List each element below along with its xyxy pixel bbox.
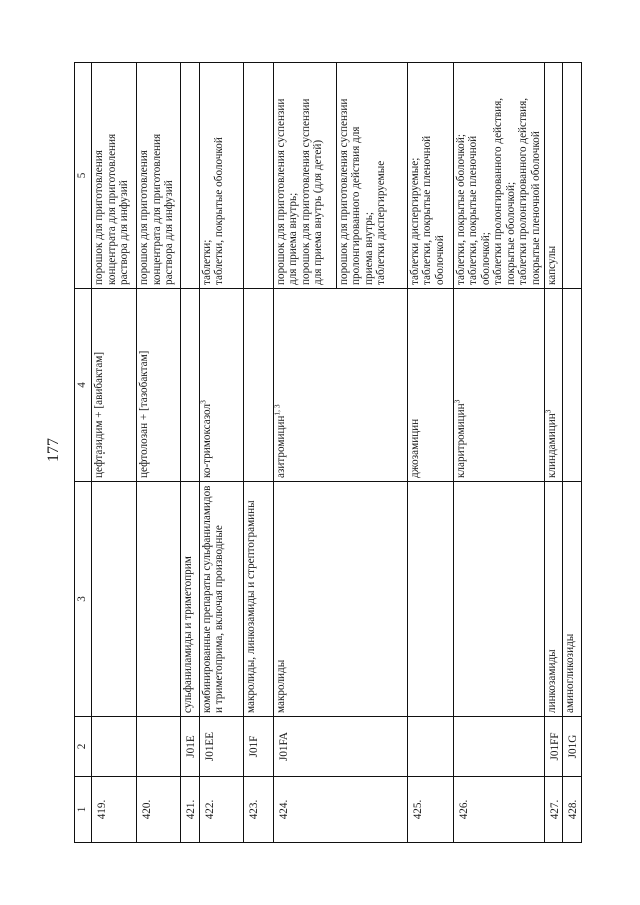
table-row — [199, 63, 243, 843]
table-row — [453, 63, 544, 843]
dosage-forms: порошок для приготовления концентрата для приготовления раствора для инфузий — [137, 63, 181, 289]
row-number: 423. — [243, 777, 273, 843]
table-row — [407, 63, 453, 843]
atc-code: J01F — [243, 717, 273, 777]
group-name: аминогликозиды — [563, 482, 582, 717]
row-number: 427. — [544, 777, 563, 843]
table-row — [243, 63, 273, 843]
atc-code — [407, 717, 453, 777]
dosage-forms: порошок для приготовления концентрата для приготовления раствора для инфузий — [92, 63, 137, 289]
col-header-5: 5 — [75, 63, 92, 289]
col-header-2: 2 — [75, 717, 92, 777]
table-row — [563, 63, 582, 843]
table-row — [273, 63, 407, 843]
row-number: 424. — [273, 777, 407, 843]
atc-code: J01EE — [199, 717, 243, 777]
row-number: 421. — [181, 777, 200, 843]
row-number: 425. — [407, 777, 453, 843]
group-name — [137, 482, 181, 717]
table-row — [544, 63, 563, 843]
table-row — [181, 63, 200, 843]
dosage-forms: порошок для приготовления суспензии для приема внутрь; порошок для приготовления суспензии для приема внутрь (для детей) порошок для приготовления суспензии пролонгированного действия для приема внутрь; таблетки диспергируемые — [273, 63, 407, 289]
drug-name: цефтазидим + [авибактам] — [92, 289, 137, 482]
atc-code: J01E — [181, 717, 200, 777]
dosage-forms — [243, 63, 273, 289]
row-number: 419. — [92, 777, 137, 843]
group-name — [407, 482, 453, 717]
group-name: линкозамиды — [544, 482, 563, 717]
table-row — [92, 63, 137, 843]
drug-name: клиндамицин$^3$ — [544, 289, 563, 482]
atc-code: J01FA — [273, 717, 407, 777]
drug-name — [243, 289, 273, 482]
col-header-1: 1 — [75, 777, 92, 843]
drug-name: цефтолозан + [тазобактам] — [137, 289, 181, 482]
col-header-3: 3 — [75, 482, 92, 717]
group-name: макролиды — [273, 482, 407, 717]
group-name: комбинированные препараты сульфаниламидов и триметоприма, включая производные — [199, 482, 243, 717]
row-number: 422. — [199, 777, 243, 843]
page-number: 177 — [45, 438, 62, 462]
group-name — [453, 482, 544, 717]
table-row — [137, 63, 181, 843]
dosage-forms — [181, 63, 200, 289]
drug-table — [74, 62, 582, 843]
atc-code — [137, 717, 181, 777]
drug-name: джозамицин — [407, 289, 453, 482]
atc-code: J01FF — [544, 717, 563, 777]
atc-code — [92, 717, 137, 777]
drug-name: азитромицин$^{1, 3}$ — [273, 289, 407, 482]
row-number: 426. — [453, 777, 544, 843]
dosage-forms — [563, 63, 582, 289]
dosage-forms: таблетки, покрытые оболочкой; таблетки, покрытые пленочной оболочкой; таблетки пролонгированного действия, покрытые оболочкой; таблетки пролонгированного действия, покрытые пленочной оболочкой — [453, 63, 544, 289]
dosage-forms: таблетки диспергируемые; таблетки, покрытые пленочной оболочкой — [407, 63, 453, 289]
atc-code — [453, 717, 544, 777]
header-row — [75, 63, 92, 843]
col-header-4: 4 — [75, 289, 92, 482]
group-name: макролиды, линкозамиды и стрептограмины — [243, 482, 273, 717]
group-name — [92, 482, 137, 717]
drug-name — [181, 289, 200, 482]
dosage-forms: капсулы — [544, 63, 563, 289]
row-number: 428. — [563, 777, 582, 843]
row-number: 420. — [137, 777, 181, 843]
atc-code: J01G — [563, 717, 582, 777]
drug-name: кларитромицин$^3$ — [453, 289, 544, 482]
dosage-forms: таблетки; таблетки, покрытые оболочкой — [199, 63, 243, 289]
rotated-table-container — [74, 63, 584, 843]
drug-name: ко-тримоксазол$^3$ — [199, 289, 243, 482]
drug-name — [563, 289, 582, 482]
group-name: сульфаниламиды и триметоприм — [181, 482, 200, 717]
